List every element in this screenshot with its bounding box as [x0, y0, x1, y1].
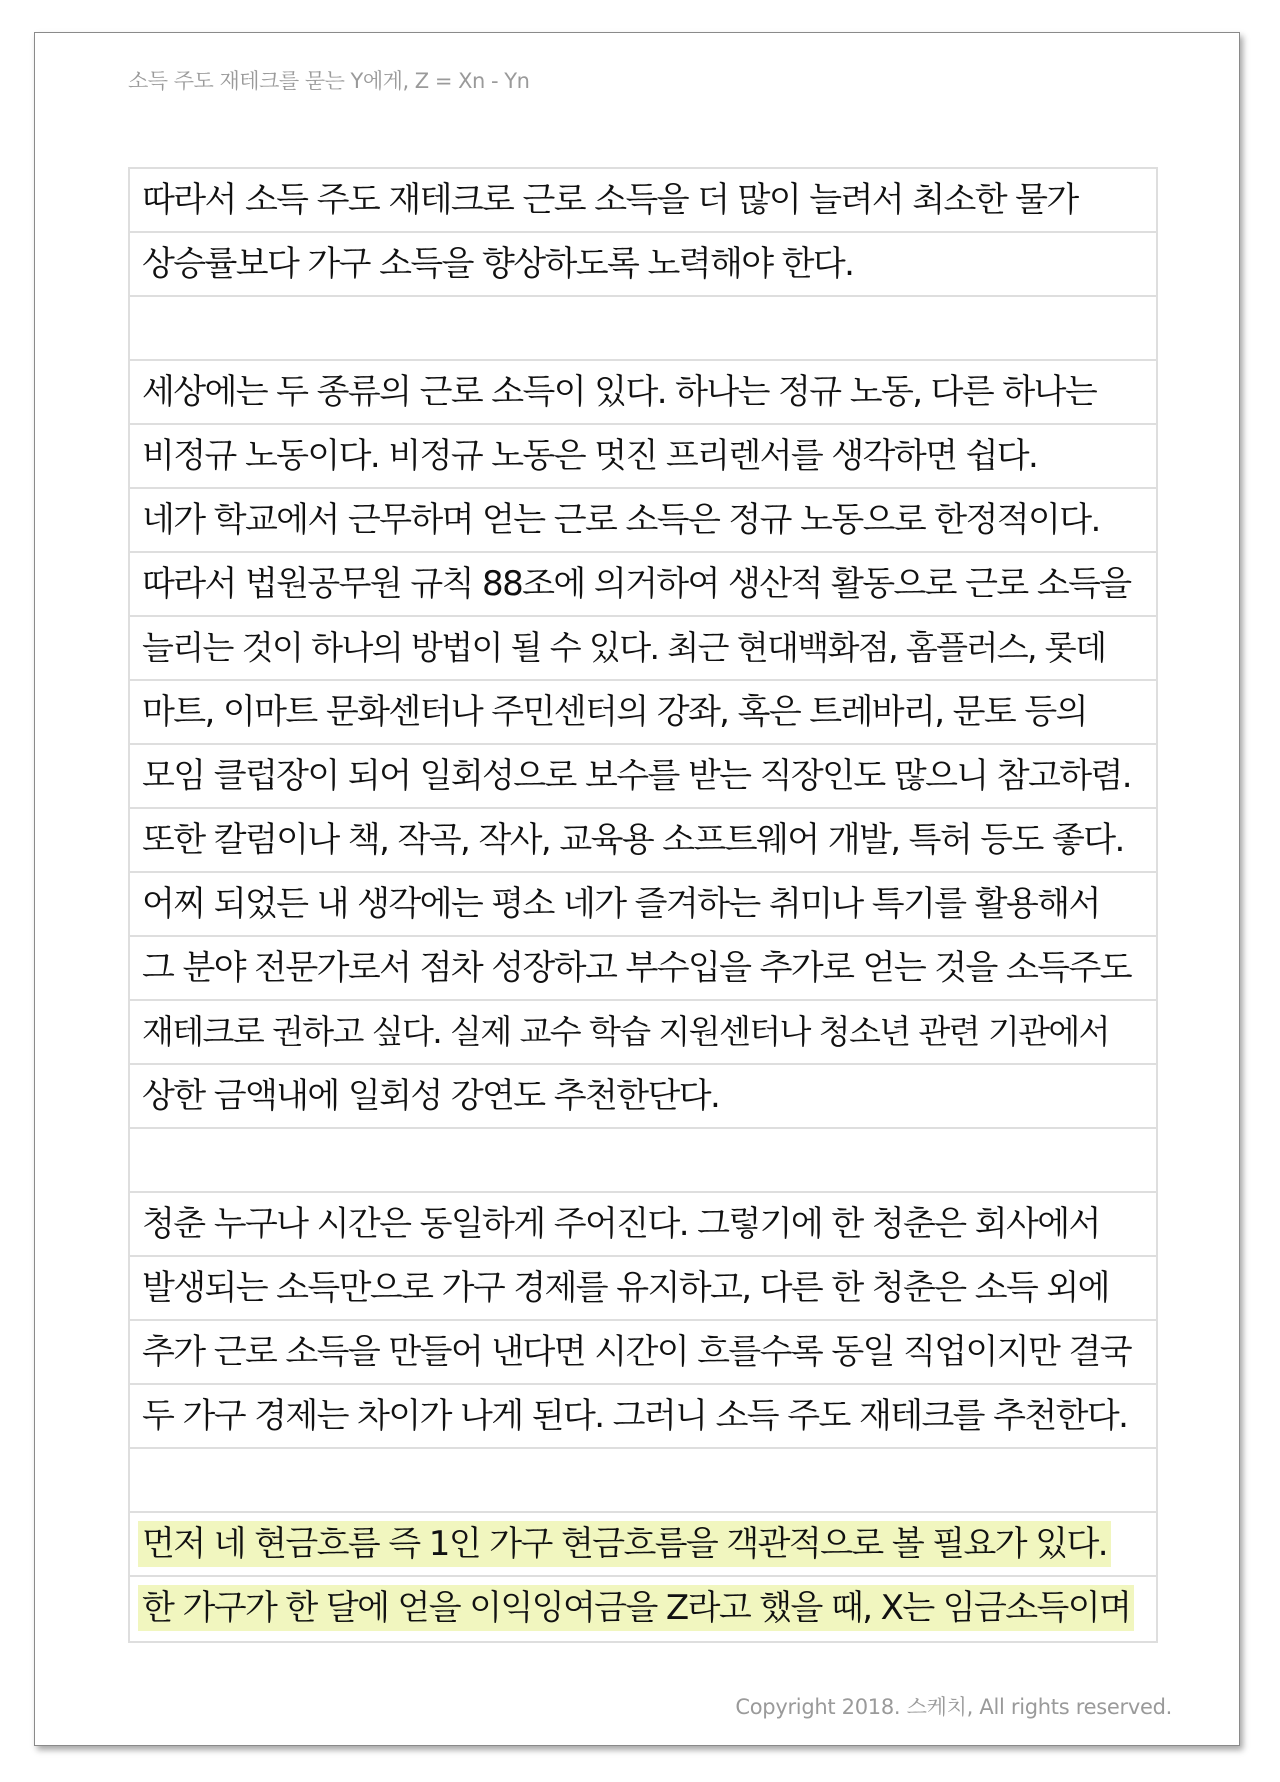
- line-text: 세상에는 두 종류의 근로 소득이 있다. 하나는 정규 노동, 다른 하나는: [142, 372, 1097, 412]
- text-line: [130, 745, 1156, 809]
- line-text: 재테크로 권하고 싶다. 실제 교수 학습 지원센터나 청소년 관련 기관에서: [142, 1012, 1109, 1051]
- highlighted-line-text: 먼저 네 현금흐름 즉 1인 가구 현금흐름을 객관적으로 볼 필요가 있다.: [138, 1521, 1111, 1567]
- page-header-title: 소득 주도 재테크를 묻는 Y에게, Z = Xn - Yn: [128, 69, 530, 93]
- text-line: [130, 1513, 1156, 1577]
- text-line: [130, 1001, 1156, 1065]
- line-text: 두 가구 경제는 차이가 나게 된다. 그러니 소득 주도 재테크를 추천한다.: [142, 1396, 1128, 1436]
- text-line: [130, 297, 1156, 361]
- copyright-footer: Copyright 2018. 스케치, All rights reserved.: [735, 1695, 1172, 1719]
- text-line: [130, 1257, 1156, 1321]
- line-text: 상승률보다 가구 소득을 향상하도록 노력해야 한다.: [142, 244, 854, 284]
- text-line: [130, 1385, 1156, 1449]
- text-line: [130, 1193, 1156, 1257]
- text-line: [130, 873, 1156, 937]
- text-line: [130, 809, 1156, 873]
- line-text: 어찌 되었든 내 생각에는 평소 네가 즐겨하는 취미나 특기를 활용해서: [142, 884, 1100, 924]
- line-text: 늘리는 것이 하나의 방법이 될 수 있다. 최근 현대백화점, 홈플러스, 롯데: [142, 628, 1106, 667]
- document-page: [34, 32, 1240, 1746]
- text-line: [130, 617, 1156, 681]
- text-line: [130, 489, 1156, 553]
- highlighted-line-text: 한 가구가 한 달에 얻을 이익잉여금을 Z라고 했을 때, X는 임금소득이며: [138, 1585, 1134, 1631]
- line-text: 비정규 노동이다. 비정규 노동은 멋진 프리렌서를 생각하면 쉽다.: [142, 436, 1038, 476]
- line-text: 그 분야 전문가로서 점차 성장하고 부수입을 추가로 얻는 것을 소득주도: [142, 948, 1131, 988]
- text-line: [130, 361, 1156, 425]
- text-line: [130, 233, 1156, 297]
- line-text: 상한 금액내에 일회성 강연도 추천한단다.: [142, 1076, 720, 1116]
- line-text: 따라서 소득 주도 재테크로 근로 소득을 더 많이 늘려서 최소한 물가: [142, 180, 1078, 220]
- text-line: [130, 937, 1156, 1001]
- line-text: 발생되는 소득만으로 가구 경제를 유지하고, 다른 한 청춘은 소득 외에: [142, 1268, 1109, 1308]
- line-text: 마트, 이마트 문화센터나 주민센터의 강좌, 혹은 트레바리, 문토 등의: [142, 692, 1087, 732]
- text-line: [130, 681, 1156, 745]
- text-line: [130, 425, 1156, 489]
- text-line: [130, 553, 1156, 617]
- text-line: [130, 1449, 1156, 1513]
- lined-text-area: [128, 167, 1158, 1643]
- line-text: 청춘 누구나 시간은 동일하게 주어진다. 그렇기에 한 청춘은 회사에서: [142, 1204, 1100, 1244]
- line-text: 추가 근로 소득을 만들어 낸다면 시간이 흐를수록 동일 직업이지만 결국: [142, 1332, 1131, 1372]
- text-line: [130, 169, 1156, 233]
- text-line: [130, 1577, 1156, 1641]
- line-text: 모임 클럽장이 되어 일회성으로 보수를 받는 직장인도 많으니 참고하렴.: [142, 756, 1131, 796]
- text-line: [130, 1065, 1156, 1129]
- line-text: 네가 학교에서 근무하며 얻는 근로 소득은 정규 노동으로 한정적이다.: [142, 500, 1100, 540]
- text-line: [130, 1129, 1156, 1193]
- line-text: 따라서 법원공무원 규칙 88조에 의거하여 생산적 활동으로 근로 소득을: [142, 564, 1131, 604]
- text-line: [130, 1321, 1156, 1385]
- line-text: 또한 칼럼이나 책, 작곡, 작사, 교육용 소프트웨어 개발, 특허 등도 좋다.: [142, 820, 1124, 860]
